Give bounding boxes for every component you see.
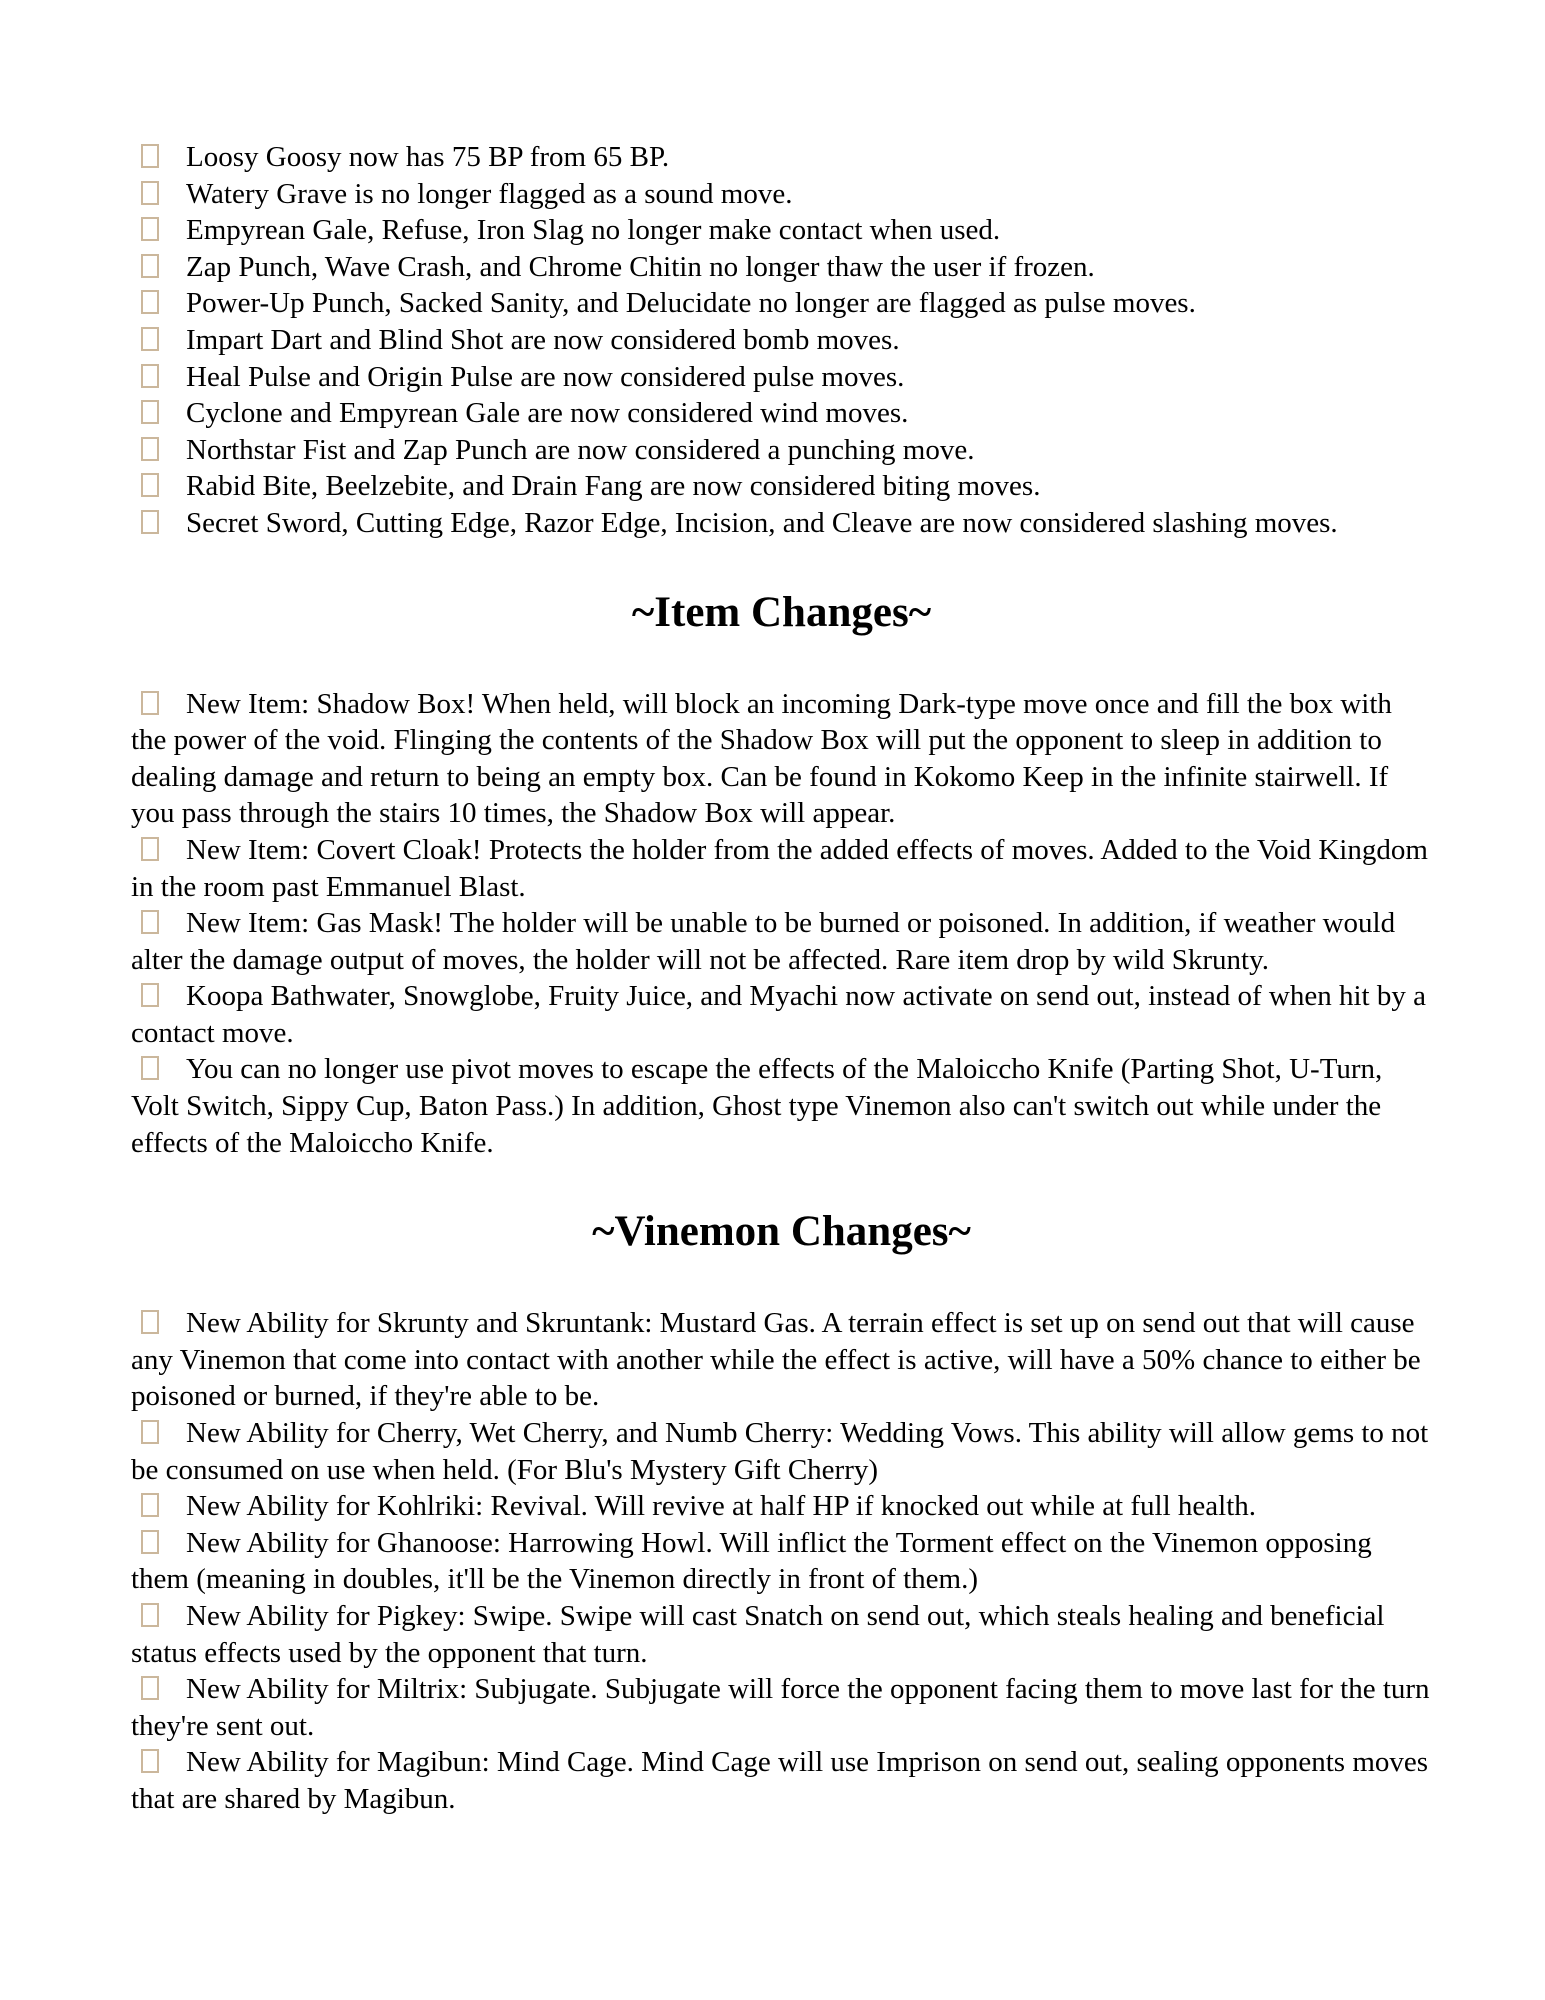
list-item [131,1051,1432,1161]
vinemon-changes-heading: ~Vinemon Changes~ [592,1208,971,1256]
bullet-box-icon [141,327,159,351]
bullet-box-icon [141,181,159,205]
list-item-text: Empyrean Gale, Refuse, Iron Slag no longer make contact when used. [186,214,1001,247]
item-changes-list [131,686,1432,1162]
list-item-text: New Ability for Cherry, Wet Cherry, and Numb Cherry: Wedding Vows. This ability will allow gems to not be consumed on use when held. (For Blu's Mystery Gift Cherry) [131,1417,1429,1486]
list-item-text: Zap Punch, Wave Crash, and Chrome Chitin no longer thaw the user if frozen. [186,250,1095,283]
list-item [131,686,1432,832]
list-item [131,1744,1432,1817]
list-item-text: New Ability for Ghanoose: Harrowing Howl. Will inflict the Torment effect on the Vinemon opposing them (meaning in doubles, it'll be the Vinemon directly in front of them.) [131,1526,1372,1596]
list-item [131,139,1432,176]
bullet-box-icon [141,473,159,497]
list-item-text: New Item: Gas Mask! The holder will be unable to be burned or poisoned. In addition, if weather would alter the damage output of moves, the holder will not be affected. Rare item drop by wild Skrunty. [131,907,1396,976]
list-item [131,505,1432,542]
bullet-box-icon [141,983,159,1007]
list-item [131,176,1432,213]
list-item [131,285,1432,322]
list-item-text: New Ability for Magibun: Mind Cage. Mind Cage will use Imprison on send out, sealing opponents moves that are shared by Magibun. [131,1746,1429,1815]
list-item [131,322,1432,359]
list-item-text: Power-Up Punch, Sacked Sanity, and Delucidate no longer are flagged as pulse moves. [186,287,1196,320]
list-item-text: New Ability for Kohlriki: Revival. Will revive at half HP if knocked out while at full health. [186,1490,1256,1523]
bullet-box-icon [141,910,159,934]
bullet-box-icon [141,364,159,388]
bullet-box-icon [141,1310,159,1334]
list-item [131,1415,1432,1488]
list-item [131,832,1432,905]
bullet-box-icon [141,510,159,534]
list-item-text: Secret Sword, Cutting Edge, Razor Edge, Incision, and Cleave are now considered slashing moves. [186,506,1338,539]
bullet-box-icon [141,254,159,278]
list-item-text: Rabid Bite, Beelzebite, and Drain Fang are now considered biting moves. [186,470,1041,503]
bullet-box-icon [141,1056,159,1080]
list-item [131,468,1432,505]
bullet-box-icon [141,1530,159,1554]
list-item-text: Cyclone and Empyrean Gale are now considered wind moves. [186,397,909,430]
bullet-box-icon [141,144,159,168]
list-item [131,249,1432,286]
list-item [131,395,1432,432]
list-item-text: New Item: Shadow Box! When held, will block an incoming Dark-type move once and fill the box with the power of the void. Flinging the contents of the Shadow Box will put the opponent to sleep in addition to dealing damage and return to being an empty box. Can be found in Kokomo Keep in the infinite stairwell. If you pass through the stairs 10 times, the Shadow Box will appear. [131,687,1392,830]
list-item [131,1525,1432,1598]
bullet-box-icon [141,437,159,461]
list-item [131,432,1432,469]
list-item-text: Koopa Bathwater, Snowglobe, Fruity Juice, and Myachi now activate on send out, instead of when hit by a contact move. [131,980,1426,1049]
list-item-text: Loosy Goosy now has 75 BP from 65 BP. [186,141,670,173]
list-item [131,1488,1432,1525]
bullet-box-icon [141,1493,159,1517]
item-changes-heading: ~Item Changes~ [631,588,932,636]
list-item-text: New Ability for Pigkey: Swipe. Swipe will cast Snatch on send out, which steals healing and beneficial status effects used by the opponent that turn. [131,1600,1385,1669]
list-item-text: Northstar Fist and Zap Punch are now considered a punching move. [186,433,975,466]
list-item-text: New Ability for Skrunty and Skruntank: Mustard Gas. A terrain effect is set up on send out that will cause any Vinemon that come into contact with another while the effect is active, will have a 50% chance to either be poisoned or burned, if they're able to be. [131,1307,1421,1413]
bullet-box-icon [141,290,159,314]
bullet-box-icon [141,217,159,241]
list-item-text: Watery Grave is no longer flagged as a sound move. [186,177,793,210]
list-item-text: Impart Dart and Blind Shot are now considered bomb moves. [186,323,900,356]
list-item-text: Heal Pulse and Origin Pulse are now considered pulse moves. [186,360,905,393]
vinemon-changes-list [131,1305,1432,1817]
bullet-box-icon [141,400,159,424]
list-item-text: You can no longer use pivot moves to escape the effects of the Maloiccho Knife (Parting Shot, U-Turn, Volt Switch, Sippy Cup, Baton Pass.) In addition, Ghost type Vinemon also can't switch out while under the effects of the Maloiccho Knife. [131,1053,1383,1159]
bullet-box-icon [141,691,159,715]
bullet-box-icon [141,1420,159,1444]
bullet-box-icon [141,1749,159,1773]
list-item-text: New Item: Covert Cloak! Protects the holder from the added effects of moves. Added to the Void Kingdom in the room past Emmanuel Blast. [131,833,1428,903]
list-item [131,359,1432,396]
list-item [131,1598,1432,1671]
move-changes-list [131,139,1432,542]
list-item [131,1671,1432,1744]
bullet-box-icon [141,1676,159,1700]
list-item [131,1305,1432,1415]
list-item-text: New Ability for Miltrix: Subjugate. Subjugate will force the opponent facing them to move last for the turn they're sent out. [131,1673,1430,1742]
bullet-box-icon [141,1603,159,1627]
list-item [131,978,1432,1051]
list-item [131,905,1432,978]
bullet-box-icon [141,837,159,861]
list-item [131,212,1432,249]
